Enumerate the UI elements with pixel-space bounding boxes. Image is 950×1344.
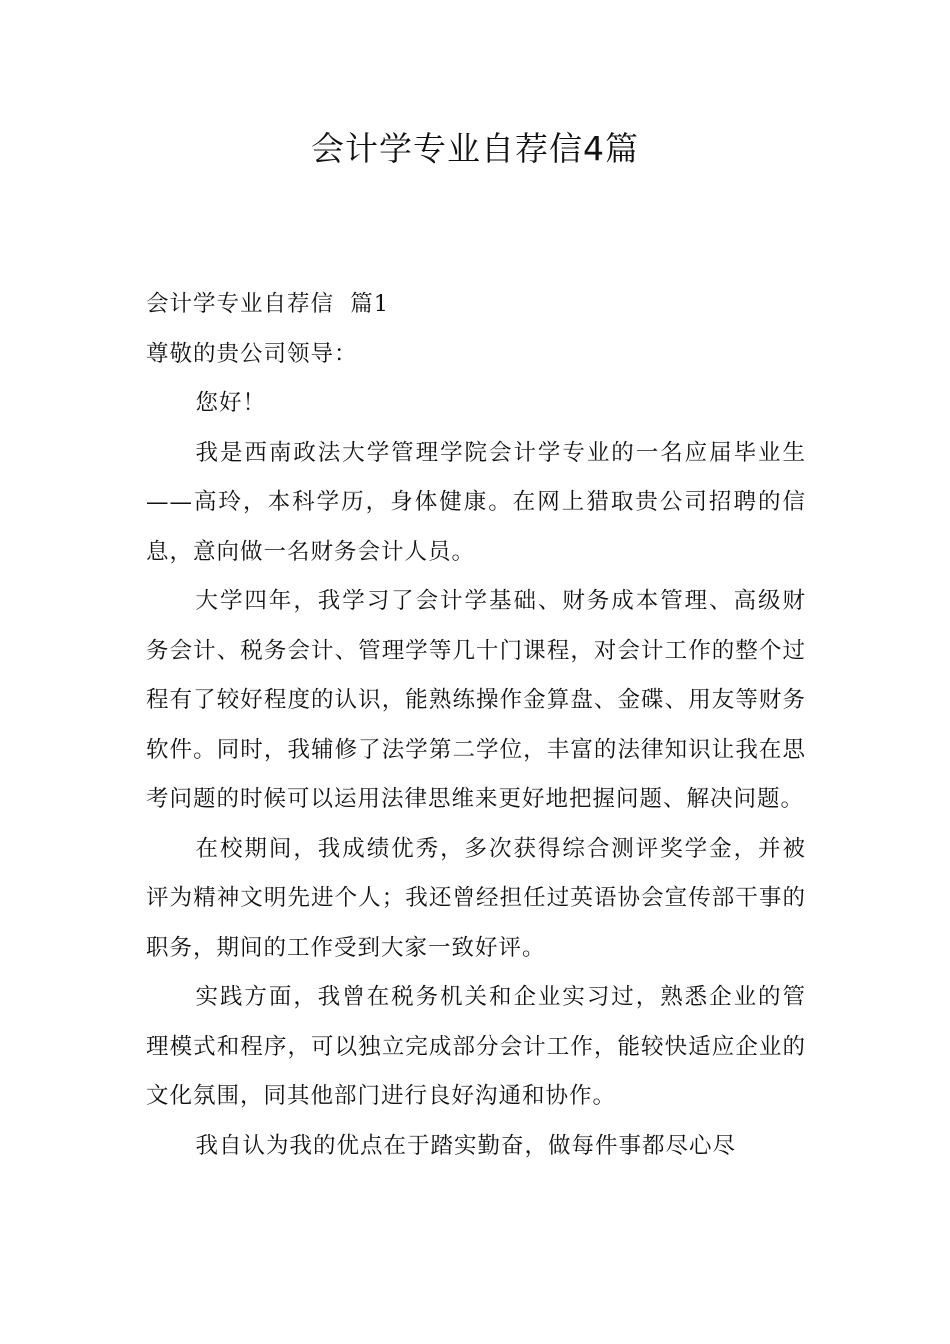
paragraph: 我自认为我的优点在于踏实勤奋，做每件事都尽心尽	[195, 1132, 737, 1159]
section-heading: 会计学专业自荐信 篇1	[146, 291, 390, 317]
greeting: 您好！	[195, 390, 267, 416]
paragraph: 在校期间，我成绩优秀，多次获得综合测评奖学金，并被评为精神文明先进个人；我还曾经担任过英语协会宣传部干事的职务，期间的工作受到大家一致好评。	[146, 835, 806, 961]
document-title: 会计学专业自荐信4篇	[311, 129, 639, 168]
paragraph: 大学四年，我学习了会计学基础、财务成本管理、高级财务会计、税务会计、管理学等几十门课程，对会计工作的整个过程有了较好程度的认识，能熟练操作金算盘、金碟、用友等财务软件。同时，我辅修了法学第二学位，丰富的法律知识让我在思考问题的时候可以运用法律思维来更好地把握问题、解决问题。	[146, 588, 806, 812]
salutation: 尊敬的贵公司领导：	[146, 340, 358, 367]
paragraph: 我是西南政法大学管理学院会计学专业的一名应届毕业生——高玲，本科学历，身体健康。在网上猎取贵公司招聘的信息，意向做一名财务会计人员。	[146, 439, 806, 565]
paragraph: 实践方面，我曾在税务机关和企业实习过，熟悉企业的管理模式和程序，可以独立完成部分会计工作，能较快适应企业的文化氛围，同其他部门进行良好沟通和协作。	[146, 984, 806, 1109]
letter-body	[146, 280, 806, 1171]
